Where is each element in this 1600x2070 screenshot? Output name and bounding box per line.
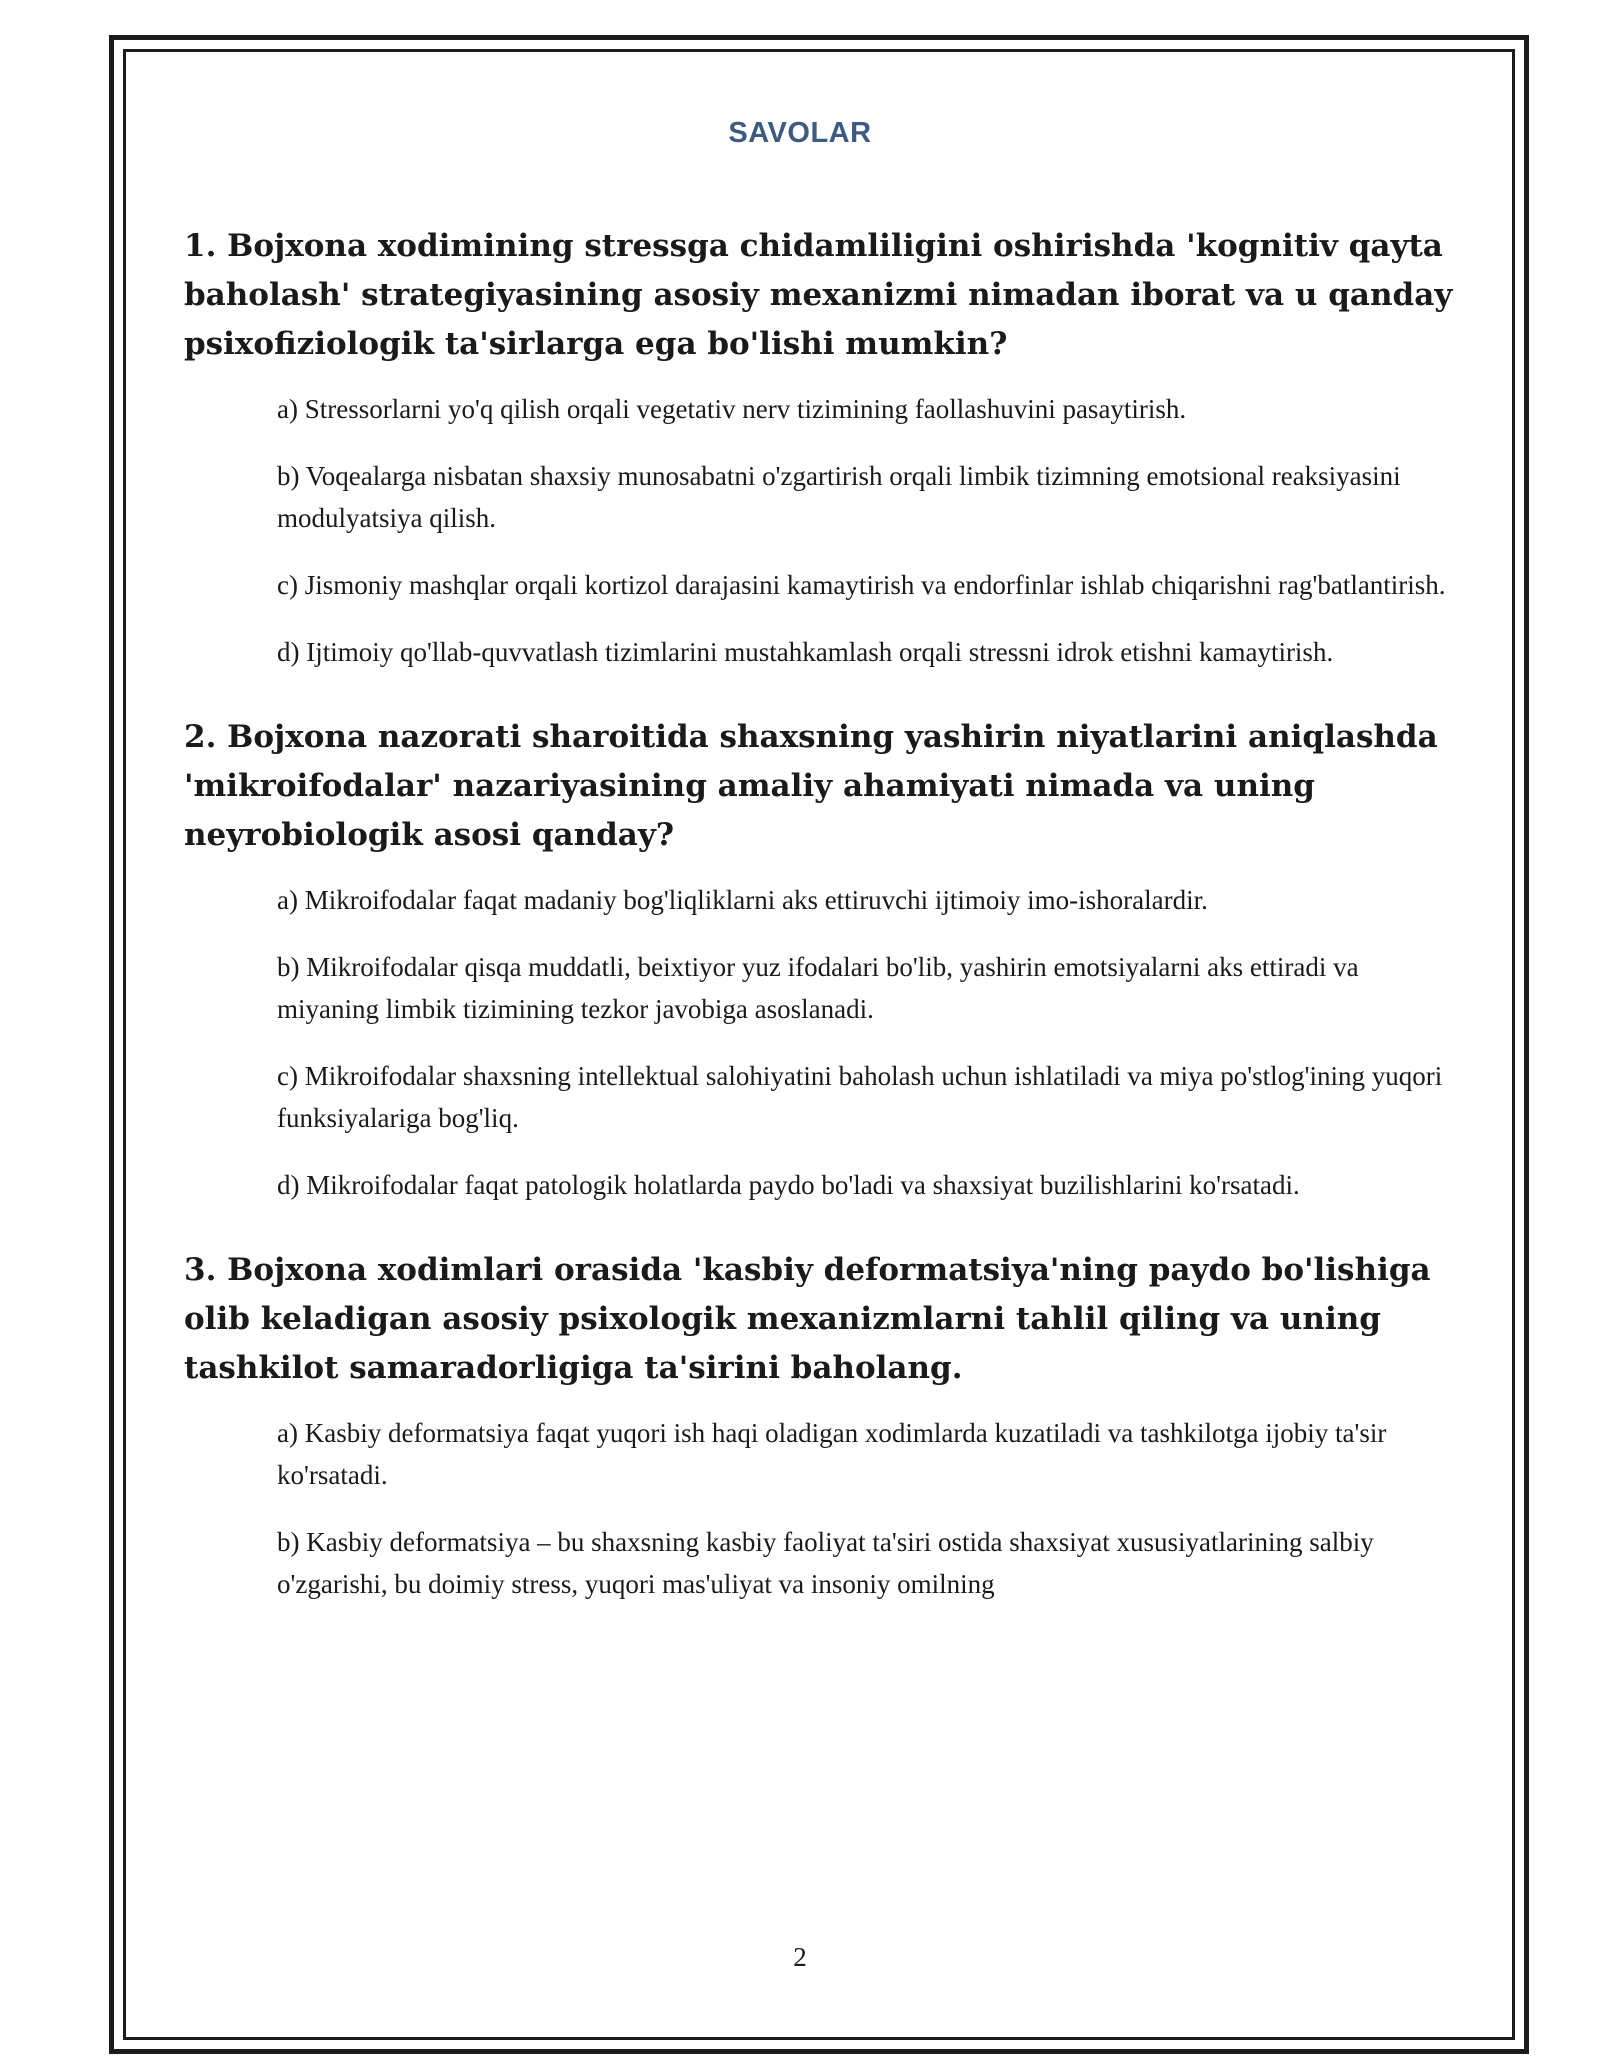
question-3-option-b: b) Kasbiy deformatsiya – bu shaxsning kasbiy faoliyat ta'siri ostida shaxsiyat xususiyatlarining salbiy o'zgarishi, bu doimiy stress, yuqori mas'uliyat va insoniy omilning: [277, 1527, 1374, 1599]
question-1: [184, 222, 1454, 673]
question-3: [184, 1246, 1454, 1605]
question-2-option-a: a) Mikroifodalar faqat madaniy bog'liqliklarni aks ettiruvchi ijtimoiy imo-ishoralardir.: [277, 885, 1208, 915]
question-2-text: 2. Bojxona nazorati sharoitida shaxsning yashirin niyatlarini aniqlashda 'mikroifodalar' nazariyasining amaliy ahamiyati nimada va uning neyrobiologik asosi qanday?: [184, 719, 1438, 853]
question-2-option-b: b) Mikroifodalar qisqa muddatli, beixtiyor yuz ifodalari bo'lib, yashirin emotsiyalarni aks ettiradi va miyaning limbik tizimining tezkor javobiga asoslanadi.: [277, 952, 1359, 1024]
page-heading: SAVOLAR: [728, 117, 872, 149]
question-1-option-b: b) Voqealarga nisbatan shaxsiy munosabatni o'zgartirish orqali limbik tizimning emotsional reaksiyasini modulyatsiya qilish.: [277, 461, 1401, 533]
questions-list: [184, 222, 1454, 1645]
question-1-option-a: a) Stressorlarni yo'q qilish orqali vegetativ nerv tizimining faollashuvini pasaytirish.: [277, 394, 1187, 424]
page-number: 2: [793, 1942, 807, 1972]
question-2: [184, 713, 1454, 1206]
question-3-option-a: a) Kasbiy deformatsiya faqat yuqori ish haqi oladigan xodimlarda kuzatiladi va tashkilotga ijobiy ta'sir ko'rsatadi.: [277, 1418, 1387, 1490]
question-2-option-c: c) Mikroifodalar shaxsning intellektual salohiyatini baholash uchun ishlatiladi va miya po'stlog'ining yuqori funksiyalariga bog'liq.: [277, 1061, 1443, 1133]
question-1-option-c: c) Jismoniy mashqlar orqali kortizol darajasini kamaytirish va endorfinlar ishlab chiqarishni rag'batlantirish.: [277, 570, 1446, 600]
question-1-option-d: d) Ijtimoiy qo'llab-quvvatlash tizimlarini mustahkamlash orqali stressni idrok etishni kamaytirish.: [277, 637, 1334, 667]
question-3-text: 3. Bojxona xodimlari orasida 'kasbiy deformatsiya'ning paydo bo'lishiga olib keladigan asosiy psixologik mexanizmlarni tahlil qiling va uning tashkilot samaradorligiga ta'sirini baholang.: [184, 1252, 1431, 1386]
question-1-text: 1. Bojxona xodimining stressga chidamliligini oshirishda 'kognitiv qayta baholash' strategiyasining asosiy mexanizmi nimadan iborat va u qanday psixofiziologik ta'sirlarga ega bo'lishi mumkin?: [184, 228, 1453, 362]
question-2-option-d: d) Mikroifodalar faqat patologik holatlarda paydo bo'ladi va shaxsiyat buzilishlarini ko'rsatadi.: [277, 1170, 1300, 1200]
